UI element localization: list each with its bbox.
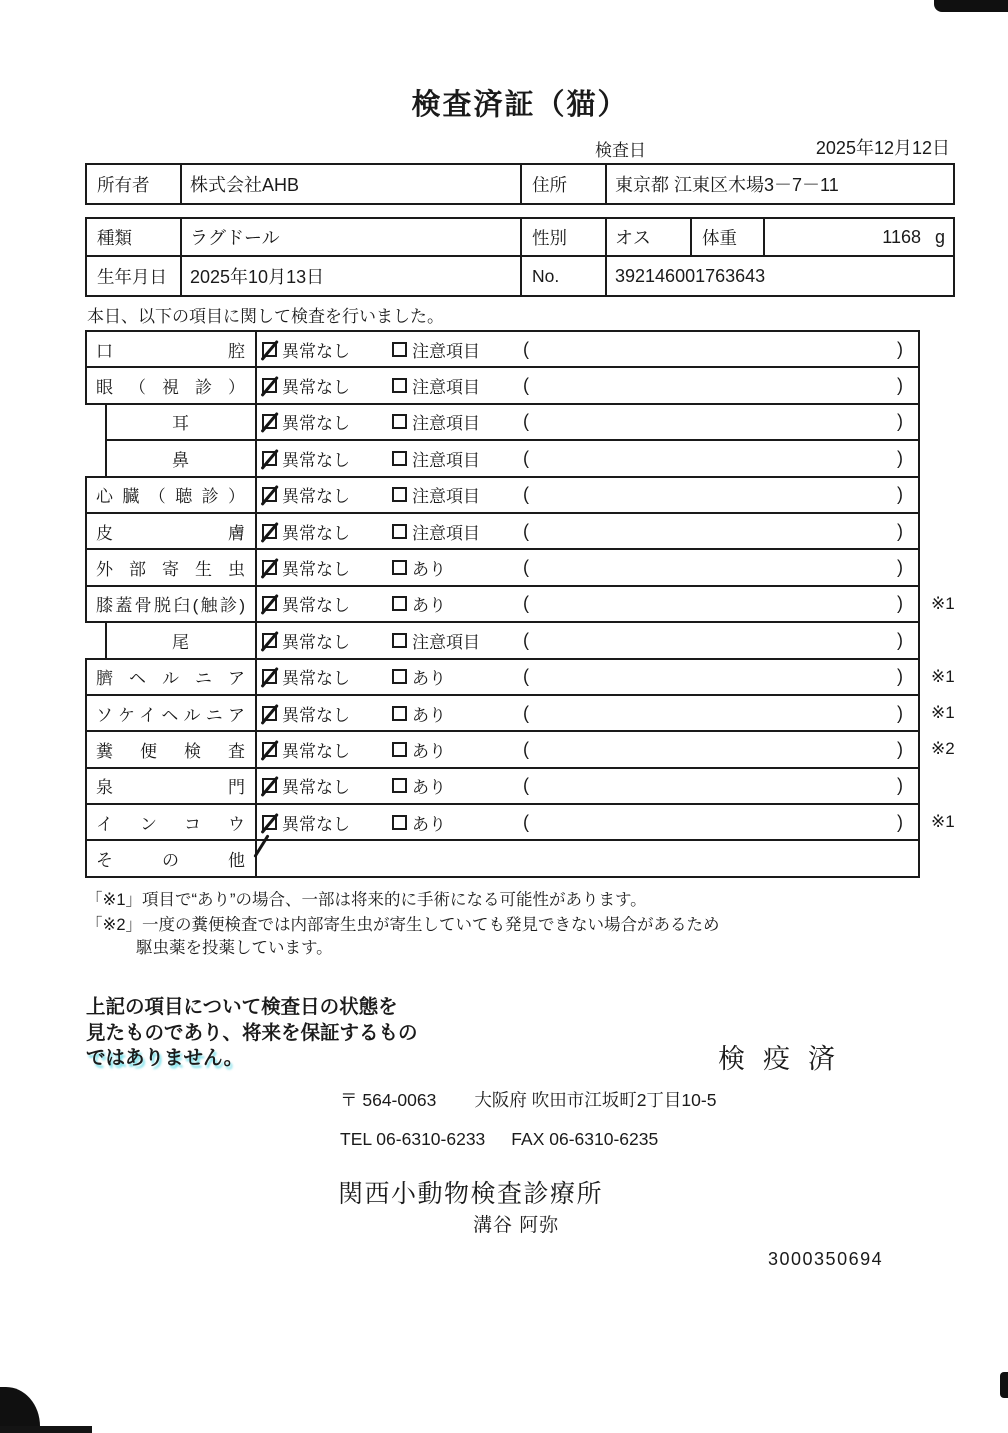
address-label: 住所	[522, 165, 607, 203]
id-number-label: No.	[522, 257, 607, 295]
paren-close: )	[897, 629, 903, 650]
checkbox-present-label: あり	[412, 669, 446, 689]
paren-close: )	[897, 738, 903, 759]
weight-value	[765, 219, 953, 257]
checkbox-present	[392, 742, 407, 757]
footnote-1: 「※1」項目で“あり”の場合、一部は将来的に手術になる可能性があります。	[86, 891, 647, 909]
checkbox-normal-label: 異常なし	[282, 487, 350, 507]
checkbox-normal	[262, 706, 277, 721]
row-label: 膝蓋骨脱臼(触診)	[96, 596, 245, 616]
clinic-contact-line	[340, 1129, 658, 1150]
paren-close: )	[897, 520, 903, 541]
checkbox-present	[392, 706, 407, 721]
scan-artifact-top-right	[934, 0, 1008, 12]
row-eyes	[85, 366, 920, 404]
paren-open: (	[523, 338, 529, 359]
exam-date-value: 2025年12月12日	[815, 138, 950, 158]
clinic-postal-line	[340, 1087, 716, 1112]
paren-open: (	[523, 629, 529, 650]
owner-value: 株式会社AHB	[182, 165, 522, 203]
checkbox-normal	[262, 414, 277, 429]
paren-close: )	[897, 338, 903, 359]
paren-open: (	[523, 375, 529, 396]
row-fontanelle	[85, 767, 920, 805]
disclaimer-line-1: 上記の項目について検査日の状態を	[86, 996, 398, 1018]
address-value: 東京都 江東区木場3－7－11	[615, 175, 839, 195]
row-label: ソケイヘルニア	[96, 705, 245, 725]
row-label: 糞便検査	[96, 741, 245, 761]
disclaimer-line-3: ではありません。	[86, 1047, 244, 1069]
checkbox-normal	[262, 560, 277, 575]
checkbox-normal	[262, 596, 277, 611]
row-label: 口腔	[96, 341, 245, 361]
owner-label: 所有者	[87, 165, 182, 203]
row-note: ※1	[931, 666, 955, 686]
row-label: 皮膚	[96, 523, 245, 543]
checkbox-caution	[392, 633, 407, 648]
checkbox-caution	[392, 414, 407, 429]
checkbox-normal-label: 異常なし	[282, 778, 350, 798]
exam-checklist-table	[85, 330, 955, 878]
checkbox-caution-label: 注意項目	[412, 450, 480, 470]
checkbox-normal-label: 異常なし	[282, 450, 350, 470]
checkbox-normal	[262, 778, 277, 793]
paren-close: )	[897, 593, 903, 614]
paren-close: )	[897, 484, 903, 505]
pet-info-table	[85, 217, 955, 297]
row-label: 尾	[172, 632, 189, 652]
birthdate-label: 生年月日	[87, 257, 182, 295]
row-note: ※1	[931, 703, 955, 723]
exam-date-label: 検査日	[595, 141, 646, 160]
checkbox-normal	[262, 342, 277, 357]
checkbox-present	[392, 596, 407, 611]
checkbox-caution	[392, 487, 407, 502]
checkbox-normal	[262, 378, 277, 393]
row-umbilical-hernia	[85, 658, 955, 696]
checkbox-caution-label: 注意項目	[412, 487, 480, 507]
checkbox-present-label: あり	[412, 741, 446, 761]
row-note: ※1	[931, 593, 955, 613]
row-ectoparasites	[85, 548, 920, 586]
scan-artifact-bottom-streak	[0, 1426, 92, 1433]
checkbox-present	[392, 560, 407, 575]
checkbox-normal-label: 異常なし	[282, 341, 350, 361]
row-patella	[85, 585, 955, 623]
weight-unit: g	[934, 226, 945, 247]
checkbox-present-label: あり	[412, 814, 446, 834]
clinic-address: 大阪府 吹田市江坂町2丁目10-5	[474, 1090, 717, 1110]
row-label: 外部寄生虫	[96, 560, 245, 580]
breed-value: ラグドール	[182, 219, 522, 257]
footnotes	[86, 888, 720, 959]
row-heart	[85, 476, 920, 514]
paren-close: )	[897, 375, 903, 396]
row-fecal-exam	[85, 730, 955, 768]
paren-close: )	[897, 775, 903, 796]
footnote-2-continued: 駆虫薬を投薬しています。	[136, 939, 333, 957]
checkbox-normal	[262, 669, 277, 684]
checkbox-caution	[392, 451, 407, 466]
checkbox-caution-label: 注意項目	[412, 632, 480, 652]
paren-open: (	[523, 666, 529, 687]
id-number-value: 392146001763643	[615, 265, 766, 286]
row-label: 臍ヘルニア	[96, 669, 245, 689]
row-label: 鼻	[172, 450, 189, 470]
row-other-empty-cell	[257, 841, 918, 875]
birthdate-value: 2025年10月13日	[182, 257, 522, 295]
row-label: インコウ	[96, 814, 245, 834]
paren-close: )	[897, 702, 903, 723]
quarantine-passed-stamp: 検疫済	[718, 1044, 853, 1074]
checkbox-caution-label: 注意項目	[412, 523, 480, 543]
row-label: 心臓（聴診）	[96, 487, 245, 507]
paren-open: (	[523, 738, 529, 759]
veterinarian-name: 溝谷 阿弥	[473, 1215, 560, 1236]
row-tail	[105, 621, 920, 659]
row-oral-cavity	[85, 330, 920, 368]
checkbox-normal-label: 異常なし	[282, 560, 350, 580]
checkbox-normal-label: 異常なし	[282, 632, 350, 652]
weight-label: 体重	[692, 219, 765, 257]
paren-open: (	[523, 811, 529, 832]
checkbox-normal	[262, 742, 277, 757]
checkbox-normal	[262, 633, 277, 648]
row-skin	[85, 512, 920, 550]
checkbox-normal	[262, 524, 277, 539]
row-note: ※1	[931, 812, 955, 832]
row-nose	[105, 439, 920, 477]
paren-open: (	[523, 702, 529, 723]
paren-open: (	[523, 557, 529, 578]
checkbox-normal-label: 異常なし	[282, 378, 350, 398]
disclaimer	[86, 995, 418, 1072]
paren-close: )	[897, 557, 903, 578]
checkbox-normal-label: 異常なし	[282, 414, 350, 434]
paren-open: (	[523, 484, 529, 505]
checkbox-normal	[262, 815, 277, 830]
row-note: ※2	[931, 739, 955, 759]
row-label: その他	[96, 851, 245, 871]
checkbox-normal-label: 異常なし	[282, 523, 350, 543]
checkbox-normal	[262, 487, 277, 502]
breed-label: 種類	[87, 219, 182, 257]
sex-value: オス	[607, 219, 692, 257]
checkbox-normal-label: 異常なし	[282, 741, 350, 761]
checkbox-present	[392, 778, 407, 793]
checkbox-caution	[392, 378, 407, 393]
clinic-fax: FAX 06-6310-6235	[511, 1129, 659, 1149]
clinic-tel: TEL 06-6310-6233	[340, 1129, 486, 1149]
checkbox-normal	[262, 451, 277, 466]
postal-code: 〒 564-0063	[340, 1090, 437, 1110]
document-number: 3000350694	[768, 1249, 884, 1269]
page-title: 検査済証（猫）	[411, 89, 629, 121]
paren-close: )	[897, 811, 903, 832]
paren-open: (	[523, 775, 529, 796]
paren-open: (	[523, 520, 529, 541]
row-inguinal-hernia	[85, 694, 955, 732]
checkbox-caution-label: 注意項目	[412, 341, 480, 361]
intro-text: 本日、以下の項目に関して検査を行いました。	[87, 307, 444, 326]
checkbox-present-label: あり	[412, 778, 446, 798]
row-label: 耳	[172, 414, 189, 434]
checkbox-caution-label: 注意項目	[412, 378, 480, 398]
sex-label: 性別	[522, 219, 607, 257]
checkbox-present-label: あり	[412, 596, 446, 616]
checkbox-caution	[392, 342, 407, 357]
scan-artifact-right-edge	[1000, 1372, 1008, 1398]
checkbox-normal-label: 異常なし	[282, 596, 350, 616]
checkbox-normal-label: 異常なし	[282, 705, 350, 725]
checkbox-present-label: あり	[412, 560, 446, 580]
row-inkou	[85, 803, 955, 841]
row-label: 眼（視診）	[96, 378, 245, 398]
row-other	[85, 839, 920, 877]
owner-table	[85, 163, 955, 205]
paren-close: )	[897, 447, 903, 468]
checkbox-present	[392, 669, 407, 684]
checkbox-present-label: あり	[412, 705, 446, 725]
row-ears	[105, 403, 920, 441]
paren-close: )	[897, 411, 903, 432]
clinic-name: 関西小動物検査診療所	[338, 1180, 604, 1208]
paren-open: (	[523, 411, 529, 432]
checkbox-normal-label: 異常なし	[282, 669, 350, 689]
disclaimer-line-2: 見たものであり、将来を保証するもの	[86, 1021, 418, 1044]
checkbox-caution	[392, 524, 407, 539]
checkbox-normal-label: 異常なし	[282, 814, 350, 834]
row-label: 泉門	[96, 778, 245, 798]
paren-open: (	[523, 593, 529, 614]
weight-number: 1168	[882, 226, 921, 247]
paren-close: )	[897, 666, 903, 687]
footnote-2: 「※2」一度の糞便検査では内部寄生虫が寄生していても発見できない場合があるため	[86, 916, 720, 934]
checkbox-present	[392, 815, 407, 830]
paren-open: (	[523, 447, 529, 468]
checkbox-caution-label: 注意項目	[412, 414, 480, 434]
